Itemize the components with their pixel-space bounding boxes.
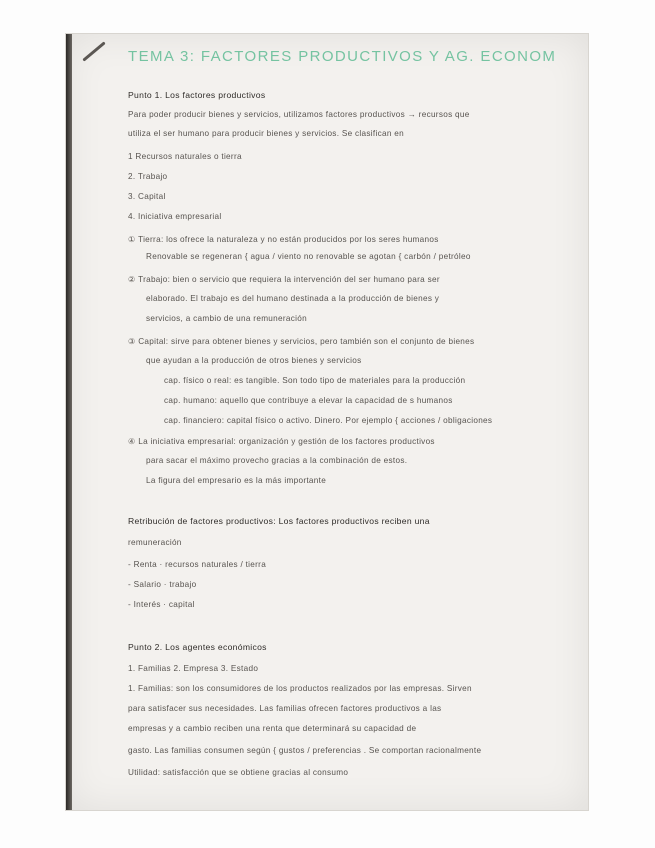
list-item: 1. Familias 2. Empresa 3. Estado bbox=[128, 664, 259, 673]
section-heading: Punto 2. Los agentes económicos bbox=[128, 642, 267, 652]
list-item: 4. Iniciativa empresarial bbox=[128, 212, 222, 221]
pen-mark bbox=[82, 41, 105, 61]
text-line: ① Tierra: los ofrece la naturaleza y no están producidos por los seres humanos bbox=[128, 235, 439, 244]
list-item: 2. Trabajo bbox=[128, 172, 168, 181]
list-item: 3. Capital bbox=[128, 192, 166, 201]
text-line: gasto. Las familias consumen según { gustos / preferencias . Se comportan racionalmente bbox=[128, 746, 482, 755]
text-line: 1. Familias: son los consumidores de los productos realizados por las empresas. Sirven bbox=[128, 684, 472, 693]
text-line: servicios, a cambio de una remuneración bbox=[146, 314, 307, 323]
section-heading: Retribución de factores productivos: Los factores productivos reciben una bbox=[128, 516, 430, 526]
text-line: ③ Capital: sirve para obtener bienes y servicios, pero también son el conjunto de bienes bbox=[128, 337, 475, 346]
text-line: Utilidad: satisfacción que se obtiene gracias al consumo bbox=[128, 768, 349, 777]
page-title: TEMA 3: FACTORES PRODUCTIVOS Y AG. ECONOM bbox=[128, 48, 557, 65]
text-line: cap. humano: aquello que contribuye a elevar la capacidad de s humanos bbox=[164, 396, 453, 405]
text-line: ④ La iniciativa empresarial: organización y gestión de los factores productivos bbox=[128, 437, 435, 446]
text-line: elaborado. El trabajo es del humano destinada a la producción de bienes y bbox=[146, 294, 440, 303]
text-line: utiliza el ser humano para producir bienes y servicios. Se clasifican en bbox=[128, 129, 404, 138]
list-item: - Salario · trabajo bbox=[128, 580, 197, 589]
text-line: La figura del empresario es la más importante bbox=[146, 476, 327, 485]
list-item: 1 Recursos naturales o tierra bbox=[128, 152, 242, 161]
text-line: Renovable se regeneran { agua / viento no renovable se agotan { carbón / petróleo bbox=[146, 252, 471, 261]
text-line: para sacar el máximo provecho gracias a la combinación de estos. bbox=[146, 456, 408, 465]
list-item: - Interés · capital bbox=[128, 600, 195, 609]
text-line: remuneración bbox=[128, 538, 182, 547]
section-heading: Punto 1. Los factores productivos bbox=[128, 90, 266, 100]
text-line: Para poder producir bienes y servicios, utilizamos factores productivos → recursos que bbox=[128, 110, 470, 119]
text-line: empresas y a cambio reciben una renta que determinará su capacidad de bbox=[128, 724, 417, 733]
text-line: que ayudan a la producción de otros bienes y servicios bbox=[146, 356, 362, 365]
text-line: cap. financiero: capital físico o activo. Dinero. Por ejemplo { acciones / obligaciones bbox=[164, 416, 493, 425]
text-line: cap. físico o real: es tangible. Son todo tipo de materiales para la producción bbox=[164, 376, 466, 385]
list-item: - Renta · recursos naturales / tierra bbox=[128, 560, 267, 569]
notebook-page bbox=[66, 34, 588, 810]
notebook-binding bbox=[66, 34, 72, 810]
text-line: ② Trabajo: bien o servicio que requiera la intervención del ser humano para ser bbox=[128, 275, 440, 284]
text-line: para satisfacer sus necesidades. Las familias ofrecen factores productivos a las bbox=[128, 704, 442, 713]
